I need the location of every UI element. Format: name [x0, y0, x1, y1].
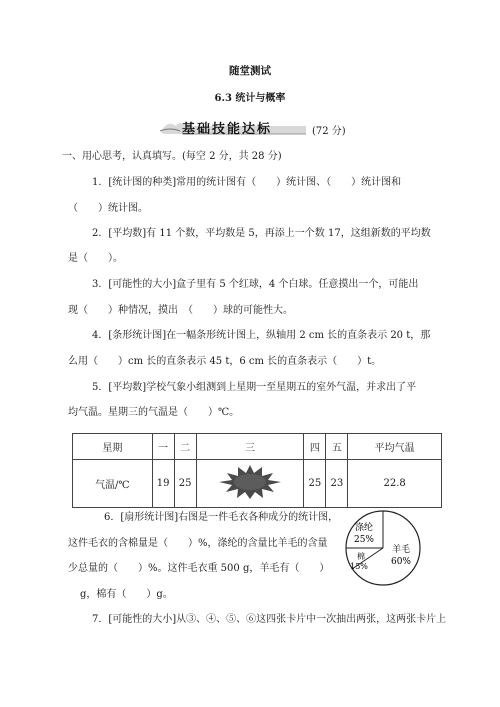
- pie-value-wool: 60%: [390, 557, 412, 567]
- pie-value-cotton: 15%: [350, 562, 368, 571]
- pie-label-wool: 羊毛: [391, 545, 411, 555]
- pie-value-polyester: 25%: [353, 535, 375, 545]
- q3-line2: 现（ ）种情况，摸出 （ ）球的可能性大。: [68, 305, 293, 316]
- page-subtitle: 6.3 统计与概率: [214, 93, 286, 104]
- q6-line3: 少总量的（ ）%。这件毛衣重 500 g，羊毛有（ ）: [68, 563, 330, 574]
- temperature-table: [72, 433, 442, 508]
- q6-line2: 这件毛衣的含棉量是（ ）%，涤纶的含量比羊毛的含量: [68, 538, 328, 549]
- page-title: 随堂测试: [229, 65, 271, 77]
- q2-line1: 2．[平均数]有 11 个数，平均数是 5，再添上一个数 17，这组新数的平均数: [92, 228, 431, 239]
- banner-title: 基础技能达标: [182, 122, 273, 137]
- ink-blot-icon: [218, 464, 282, 500]
- q3-line1: 3．[可能性的大小]盒子里有 5 个红球，4 个白球。任意摸出一个，可能出: [92, 279, 419, 290]
- table-header: 五: [326, 434, 348, 460]
- table-cell: 25: [304, 460, 326, 508]
- q1-line2: （ ）统计图。: [68, 203, 148, 214]
- banner-score: (72 分): [312, 126, 346, 137]
- table-header: 一: [152, 434, 174, 460]
- table-cell: 22.8: [348, 460, 442, 508]
- q6-line1: 6．[扇形统计图]右图是一件毛衣各种成分的统计图，: [104, 512, 339, 523]
- q4-line1: 4．[条形统计图]在一幅条形统计图上，纵轴用 2 cm 长的直条表示 20 t，那: [92, 330, 431, 341]
- table-header: 三: [196, 434, 304, 460]
- table-header: 四: [304, 434, 326, 460]
- q7-line1: 7．[可能性的大小]从③、④、⑤、⑥这四张卡片中一次抽出两张，这两张卡片上: [92, 614, 447, 625]
- q4-line2: 么用（ ）cm 长的直条表示 45 t，6 cm 长的直条表示（ ）t。: [68, 356, 382, 367]
- table-cell: 23: [326, 460, 348, 508]
- table-header: 星期: [73, 434, 153, 460]
- section-banner: [160, 118, 308, 136]
- table-header: 平均气温: [348, 434, 442, 460]
- pie-chart: [344, 508, 422, 588]
- table-row-label: 气温/℃: [73, 460, 153, 508]
- section-heading: 一、用心思考，认真填写。(每空 2 分，共 28 分): [62, 151, 282, 162]
- q1-line1: 1．[统计图的种类]常用的统计图有（ ）统计图、（ ）统计图和: [92, 177, 402, 188]
- q5-line1: 5．[平均数]学校气象小组测到上星期一至星期五的室外气温，并求出了平: [92, 382, 417, 393]
- q2-line2: 是（ ）。: [68, 253, 123, 264]
- table-cell: 25: [174, 460, 196, 508]
- q6-line4: g，棉有（ ）g。: [80, 589, 173, 600]
- pie-label-cotton: 棉: [357, 552, 365, 561]
- pie-label-polyester: 涤纶: [354, 523, 374, 533]
- table-cell-ink-blot: [196, 460, 304, 508]
- table-header: 二: [174, 434, 196, 460]
- table-cell: 19: [152, 460, 174, 508]
- q5-line2: 均气温。星期三的气温是（ ）℃。: [68, 407, 240, 418]
- wool-composition-pie: [344, 508, 422, 588]
